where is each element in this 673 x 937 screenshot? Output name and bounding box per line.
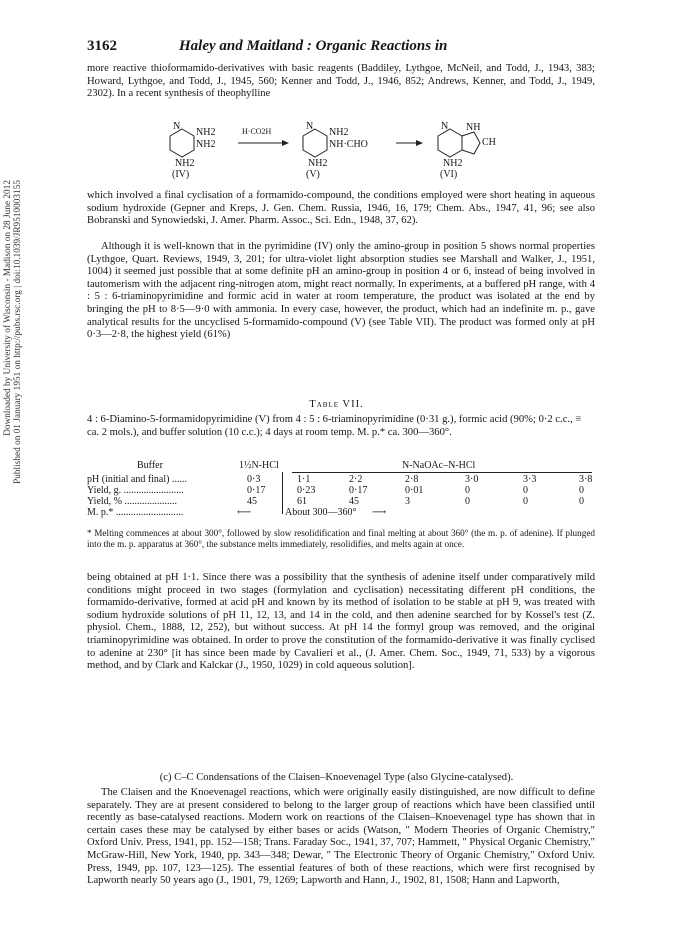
label-iv: (IV) xyxy=(172,169,190,180)
buffer-header: Buffer xyxy=(137,460,163,471)
download-note: Downloaded by University of Wisconsin - Madison on 28 June 2012 xyxy=(2,180,12,436)
cell-ph-6: 3·8 xyxy=(579,474,593,485)
group2-header: N-NaOAc–N-HCl xyxy=(402,460,476,471)
intro-paragraph: more reactive thioformamido-derivatives with basic reagents (Baddiley, Lythgoe, McNeil, and Todd, J., 1943, 383; Howard, Lythgoe, and Todd, J., 1945, 560; Kenner and Todd, J., 1946, 852; Andrews, Kenner, and Todd, J., 1949, 2302). In a recent synthesis of theophylline xyxy=(87,63,595,100)
v-nh2-4: NH2 xyxy=(308,158,328,169)
reaction-scheme xyxy=(160,121,580,181)
v-nh-cho: NH·CHO xyxy=(329,139,368,150)
table-caption: 4 : 6-Diamino-5-formamidopyrimidine (V) from 4 : 5 : 6-triaminopyrimidine (0·31 g.), formic acid (90%; 0·2 c.c., ≡ ca. 2 mols.), and buffer solution (10 c.c.); 4 days at room temp. M. p.* ca. 300—360°. xyxy=(87,414,582,438)
group2-rule xyxy=(292,472,592,473)
v-nh2: NH2 xyxy=(329,127,349,138)
cell-ph-3: 2·8 xyxy=(405,474,419,485)
cell-ph-1: 1·1 xyxy=(297,474,311,485)
table-divider xyxy=(282,472,283,514)
row-label-mp: M. p.* ........................... xyxy=(87,507,184,518)
cell-yg-1: 0·23 xyxy=(297,485,316,496)
vi-ring-n: N xyxy=(441,121,449,132)
running-title: Haley and Maitland : Organic Reactions in xyxy=(179,38,448,54)
cell-yp-2: 45 xyxy=(349,496,359,507)
cell-yg-2: 0·17 xyxy=(349,485,368,496)
cell-yg-4: 0 xyxy=(465,485,470,496)
cell-yp-3: 3 xyxy=(405,496,410,507)
iv-ring-n: N xyxy=(173,121,181,132)
cell-ph-5: 3·3 xyxy=(523,474,537,485)
col1-yield-g: 0·17 xyxy=(247,485,266,496)
cell-ph-4: 3·0 xyxy=(465,474,479,485)
cell-yg-6: 0 xyxy=(579,485,584,496)
paragraph-cyclisation: which involved a final cyclisation of a formamido-compound, the conditions employed were short heating in aqueous sodium hydroxide (Gepner and Kreps, J. Gen. Chem. Russia, 1946, 16, 179; Chem. Abs., 1947, 41, 96; see also Bobranski and Synowiedski, J. Amer. Pharm. Assoc., Sci. Edn., 1948, 37, 62). xyxy=(87,190,595,227)
reaction-scheme-drawing xyxy=(160,121,580,183)
table-title: Table VII. xyxy=(309,399,364,410)
page-number: 3162 xyxy=(87,38,117,54)
cell-yp-1: 61 xyxy=(297,496,307,507)
iv-nh2-6: NH2 xyxy=(196,139,216,150)
row-label-yield-pct: Yield, % ..................... xyxy=(87,496,177,507)
table-vii xyxy=(87,460,595,532)
page-header xyxy=(87,38,607,58)
published-note: Published on 01 January 1951 on http://pubs.rsc.org | doi:10.1039/JR9510003155 xyxy=(12,180,22,484)
table-footnote: * Melting commences at about 300°, followed by slow resolidification and final melting at about 360° (the m. p. of adenine). If plunged into the m. p. apparatus at 360°, the substance melts immediately, resolidifies, and melts again at once. xyxy=(87,528,595,549)
row-label-ph: pH (initial and final) ...... xyxy=(87,474,187,485)
paragraph-being-obtained: being obtained at pH 1·1. Since there was a possibility that the synthesis of adenine itself under comparatively mild conditions might proceed in two stages (formylation and cyclisation) necessitating different pH conditions, the formamido-derivative, formed at acid pH and known by its method of isolation to be stable at pH 9, was treated with sodium hydroxide solutions of pH 11, 12, 13, and 14 in the cold, and then adenine searched for by Kossel's test (Z. physiol. Chem., 1888, 12, 252), but without success. At pH 14 the formyl group was removed, and the original triaminopyrimidine was obtained. In order to prove the constitution of the formamido-derivative it was finally cyclised to adenine at 230° [it has since been made by Cavalieri et al., (J. Amer. Chem. Soc., 1949, 71, 533) by a vigorous method, and by Clark and Kalckar (J., 1950, 1029) in cold aqueous solution]. xyxy=(87,572,595,672)
cell-yg-5: 0 xyxy=(523,485,528,496)
col1-ph: 0·3 xyxy=(247,474,261,485)
group1-header: 1½N-HCl xyxy=(239,460,279,471)
download-side-notes xyxy=(2,180,22,740)
vi-nh2: NH2 xyxy=(443,158,463,169)
paragraph-although: Although it is well-known that in the pyrimidine (IV) only the amino-group in position 5 shows normal properties (Lythgoe, Quart. Reviews, 1949, 3, 201; for ultra-violet light absorption studies see Marshall and Walker, J., 1951, 1004) it seemed just possible that at some definite pH an amino-group in position 4 or 6, instead of being involved in tautomerism with the adjacent ring-nitrogen atom, might react normally. In experiments, at a buffered pH range, with 4 : 5 : 6-triaminopyrimidine and formic acid in water at room temperature, the product was isolated at the end by bringing the pH to 8·5—9·0 with ammonia. In every case, however, the product, which had an indefinite m. p., gave analytical results for the uncyclised 5-formamido-compound (V) (see Table VII). The product was formed only at pH 0·3—2·8, the highest yield (61%) xyxy=(87,241,595,341)
v-ring-n: N xyxy=(306,121,314,132)
cell-ph-2: 2·2 xyxy=(349,474,363,485)
label-v: (V) xyxy=(306,169,320,180)
mp-arrow-right: ⟶ xyxy=(372,507,387,518)
label-vi: (VI) xyxy=(440,169,458,180)
vi-nh: NH xyxy=(466,122,481,133)
section-heading: (c) C–C Condensations of the Claisen–Knoevenagel Type (also Glycine-catalysed). xyxy=(159,772,514,783)
cell-yp-6: 0 xyxy=(579,496,584,507)
cell-yp-4: 0 xyxy=(465,496,470,507)
cell-yg-3: 0·01 xyxy=(405,485,424,496)
col1-yield-pct: 45 xyxy=(247,496,257,507)
row-label-yield-g: Yield, g. ........................ xyxy=(87,485,184,496)
cell-yp-5: 0 xyxy=(523,496,528,507)
reagent-label: H·CO2H xyxy=(242,127,272,136)
mp-arrow-left: ⟵ xyxy=(237,507,252,518)
iv-nh2-4: NH2 xyxy=(175,158,195,169)
iv-nh2-5: NH2 xyxy=(196,127,216,138)
paragraph-claisen: The Claisen and the Knoevenagel reactions, which were originally easily distinguished, are now difficult to define separately. They are at present considered to belong to the larger group of reactions which have been classified until recently as base-catalysed reactions. Modern work on reactions of the Claisen–Knoevenagel type has shown that in certain cases these may be catalysed by either bases or acids (Watson, " Modern Theories of Organic Chemistry," Oxford Univ. Press, 1941, pp. 152—158; Trans. Faraday Soc., 1941, 37, 707; Hammett, " Physical Organic Chemistry," McGraw-Hill, New York, 1940, pp. 343—348; Dewar, " The Electronic Theory of Organic Chemistry," Oxford Univ. Press, 1949, pp. 107, 123—125). The essential features of both of these reactions, which were first recognised by Lapworth nearly 50 years ago (J., 1901, 79, 1269; Lapworth and Hann, J., 1902, 81, 1508; Hann and Lapworth, xyxy=(87,787,595,887)
mp-text: About 300—360° xyxy=(285,507,357,518)
vi-ch: CH xyxy=(482,137,496,148)
